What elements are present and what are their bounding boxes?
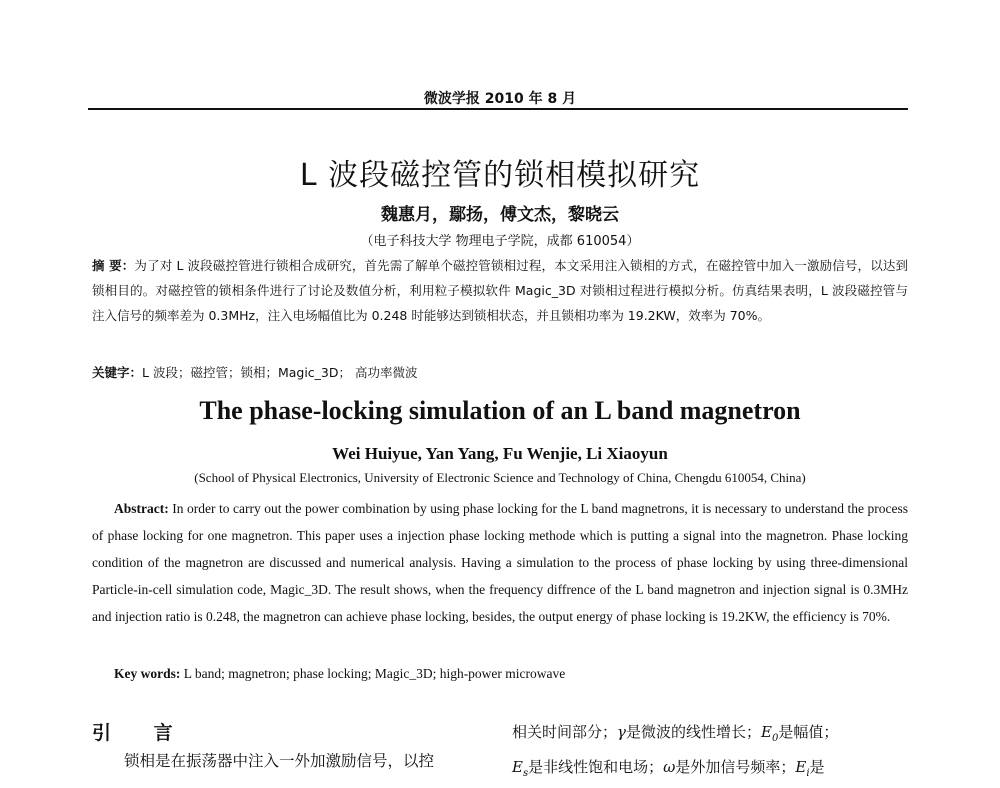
right-column-line-2	[512, 753, 912, 788]
abstract-label-chinese: 摘 要：	[92, 258, 135, 273]
abstract-text-chinese: 为了对 L 波段磁控管进行锁相合成研究，首先需了解单个磁控管锁相过程，本文采用注入锁相的方式，在磁控管中加入一激励信号，以达到锁相目的。对磁控管的锁相条件进行了讨论及数值分析，利用粒子模拟软件 Magic_3D 对锁相过程进行模拟分析。仿真结果表明，L 波段磁控管与注入信号的频率差为 0.3MHz，注入电场幅值比为 0.248 时能够达到锁相状态，并且锁相功率为 19.2KW，效率为 70%。	[92, 258, 908, 323]
ei-symbol: $E_i$	[795, 758, 810, 779]
intro-heading: 引 言	[92, 722, 191, 744]
title-english: The phase-locking simulation of an L band magnetron	[199, 396, 801, 425]
intro-column	[92, 718, 482, 771]
right-column-line-1	[512, 718, 912, 753]
keywords-label-chinese: 关键字：	[92, 365, 143, 380]
journal-header: 微波学报 2010 年 8 月	[423, 91, 577, 107]
affiliation-english: (School of Physical Electronics, University of Electronic Science and Technology of China, Chengdu 610054, China)	[194, 470, 806, 485]
keywords-text-english: L band; magnetron; phase locking; Magic_3D; high-power microwave	[183, 666, 566, 681]
es-symbol: $E_s$	[512, 758, 529, 779]
intro-first-line: 锁相是在振荡器中注入一外加激励信号，以控	[124, 752, 435, 770]
keywords-text-chinese: L 波段；磁控管；锁相；Magic_3D； 高功率微波	[142, 365, 418, 380]
text-fragment: 是外加信号频率；	[675, 758, 796, 776]
right-column	[512, 718, 912, 788]
authors-chinese: 魏惠月，鄢扬，傅文杰，黎晓云	[381, 205, 619, 225]
e0-symbol: $E_0$	[761, 723, 779, 744]
abstract-text-english: In order to carry out the power combination by using phase locking for the L band magnetrons, it is necessary to understand the process of phase locking for one magnetron. This paper uses a injection phase locking methode which is putting a signal into the magnetron. Phase locking condition of the magnetron are discussed and numerical analysis. Having a simulation to the process of phase locking by using three-dimensional Particle-in-cell simulation code, Magic_3D. The result shows, when the frequency diffrence of the L band magnetron and injection signal is 0.3MHz and injection ratio is 0.248, the magnetron can achieve phase locking, besides, the output energy of phase locking is 19.2KW, the efficiency is 70%.	[92, 501, 909, 624]
omega-symbol: ω	[663, 758, 676, 776]
text-fragment: 是	[809, 758, 825, 776]
text-fragment: 相关时间部分；	[512, 723, 618, 741]
keywords-english	[92, 660, 908, 687]
affiliation-chinese: （电子科技大学 物理电子学院，成都 610054）	[360, 234, 640, 249]
gamma-symbol: γ	[617, 723, 626, 741]
keywords-chinese	[92, 360, 908, 385]
text-fragment: 是微波的线性增长；	[625, 723, 761, 741]
title-chinese: L 波段磁控管的锁相模拟研究	[299, 158, 701, 193]
text-fragment: 是非线性饱和电场；	[528, 758, 664, 776]
abstract-label-english: Abstract:	[114, 501, 169, 516]
keywords-label-english: Key words:	[114, 666, 181, 681]
header-rule	[88, 108, 908, 110]
text-fragment: 是幅值；	[778, 723, 839, 741]
abstract-english	[92, 495, 908, 630]
authors-english: Wei Huiyue, Yan Yang, Fu Wenjie, Li Xiaoyun	[332, 444, 668, 463]
abstract-chinese	[92, 253, 908, 328]
